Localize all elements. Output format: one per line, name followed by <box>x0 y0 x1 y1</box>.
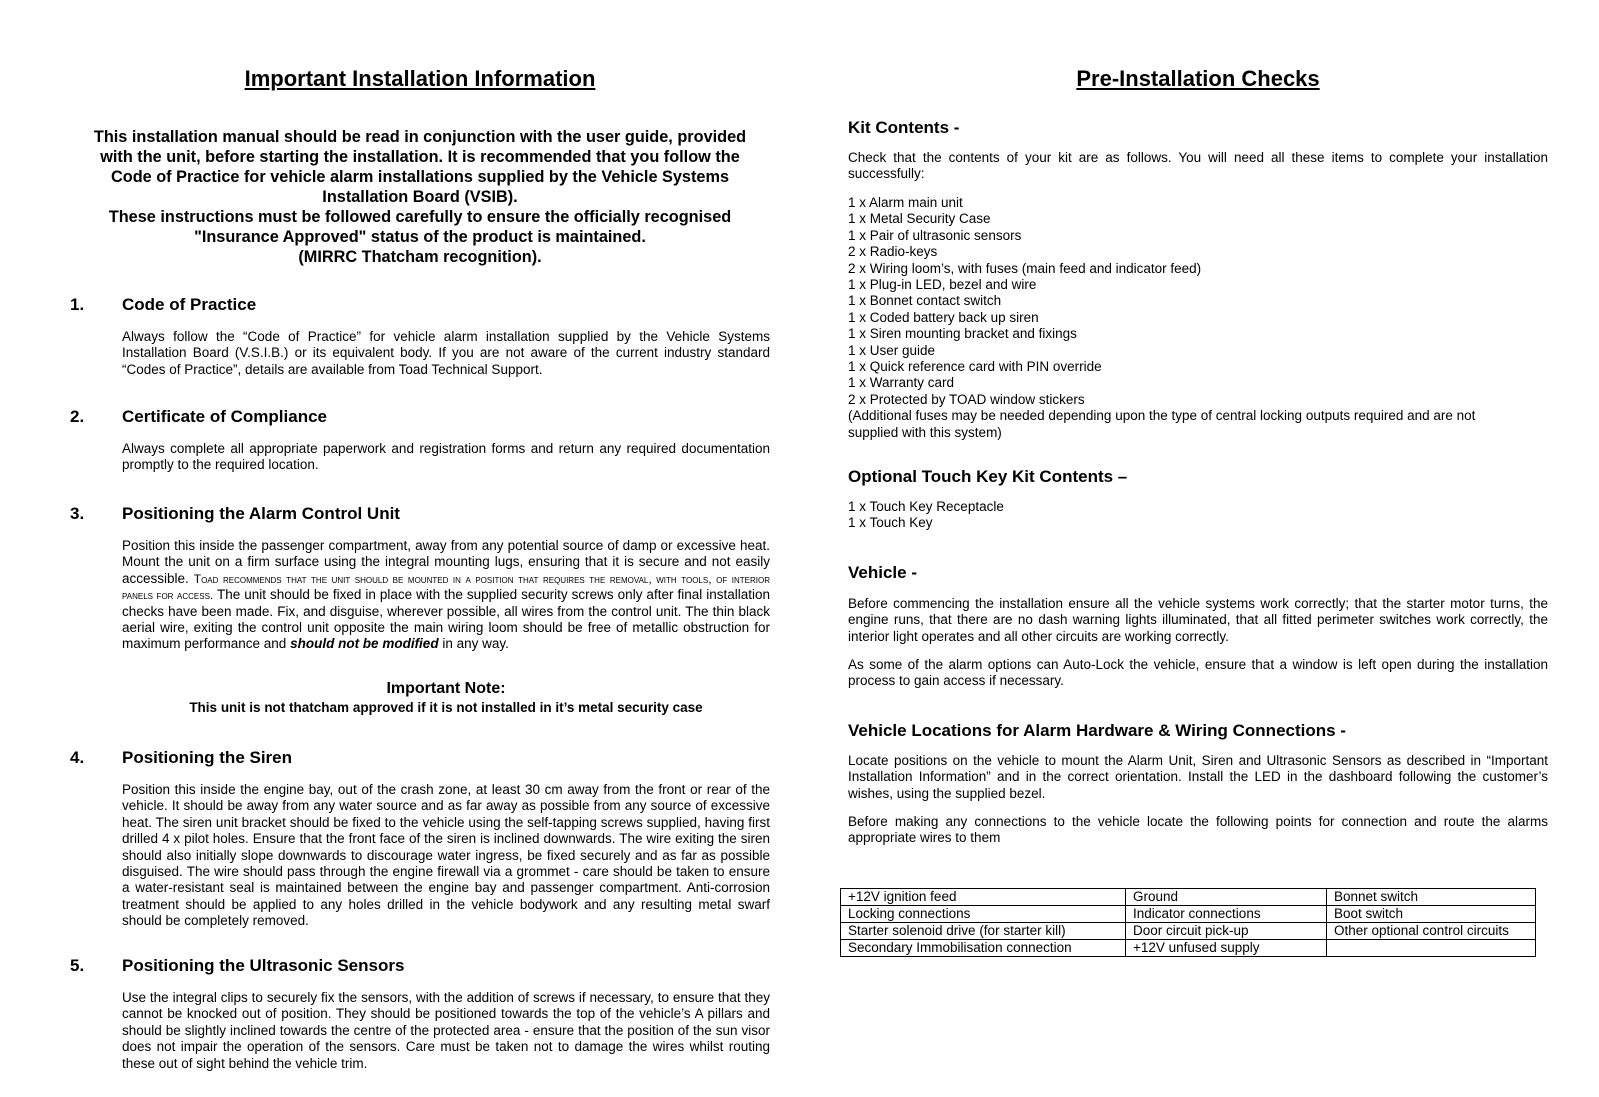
list-item: 1 x Warranty card <box>848 375 955 391</box>
list-item: (Additional fuses may be needed depending upon the type of central locking outputs required and are not <box>848 408 1476 424</box>
locations-heading: Vehicle Locations for Alarm Hardware & Wiring Connections - <box>848 721 1346 740</box>
page-title: Pre-Installation Checks <box>1076 66 1320 91</box>
list-item: 1 x User guide <box>848 342 936 358</box>
table-row <box>841 889 1536 906</box>
table-row <box>841 906 1536 923</box>
section-body: Use the integral clips to securely fix the sensors, with the addition of screws if necessary, to ensure that they cannot be knocked out of position. They should be positioned towards the top of the vehicle’s A pillars and should be slightly inclined towards the centre of the protected area - ensure that the position of the sun visor does not impair the operation of the sensors. Care must be taken not to damage the wires whilst routing these out of sight behind the vehicle trim. <box>122 990 770 1071</box>
intro-line: Installation Board (VSIB). <box>322 188 518 206</box>
list-item: 1 x Touch Key Receptacle <box>848 499 1004 514</box>
table-cell: +12V ignition feed <box>841 889 1126 906</box>
intro-line: "Insurance Approved" status of the product is maintained. <box>194 228 646 246</box>
section-title: Certificate of Compliance <box>122 407 327 426</box>
table-cell: Locking connections <box>841 906 1126 923</box>
list-item: 1 x Plug-in LED, bezel and wire <box>848 277 1037 293</box>
list-item: supplied with this system) <box>848 424 1002 440</box>
list-item: 1 x Touch Key <box>848 515 933 531</box>
table-cell: Ground <box>1126 889 1327 906</box>
list-item: 1 x Quick reference card with PIN override <box>848 359 1102 375</box>
section-number: 2. <box>70 407 85 426</box>
table-cell: Secondary Immobilisation connection <box>841 940 1126 957</box>
body-text: Position this inside the passenger compartment, away from any potential source of damp or excessive heat. Mount the unit on a firm surface using the integral mounting lugs, ensuring that it is secure and not easily accessible. <box>122 538 770 586</box>
table-row <box>841 923 1536 940</box>
intro-notice <box>70 127 770 267</box>
section-title: Positioning the Ultrasonic Sensors <box>122 956 405 975</box>
body-smallcaps-text: Toad recommends that the unit should be mounted in a position that requires the removal, with tools, of interior panels for access. <box>122 571 770 603</box>
table-cell: Other optional control circuits <box>1327 923 1536 940</box>
table-cell: Boot switch <box>1327 906 1536 923</box>
section-body: Position this inside the engine bay, out of the crash zone, at least 30 cm away from the front or rear of the vehicle. It should be away from any water source and as far away as possible from any source of excessive heat. The siren unit bracket should be fixed to the vehicle using the self-tapping screws supplied, having first drilled 4 x pilot holes. Ensure that the front face of the siren is inclined downwards. The wire exiting the siren should also initially slope downwards to discourage water ingress, be fixed securely and as far as possible disguised. The wire should pass through the engine firewall via a grommet - care should be taken to ensure a water-resistant seal is maintained between the engine bay and passenger compartment. Anti-corrosion treatment should be applied to any holes drilled in the vehicle bodywork and any resulting metal swarf should be completely removed. <box>122 782 770 929</box>
important-note-title: Important Note: <box>386 680 506 697</box>
table-cell: Indicator connections <box>1126 906 1327 923</box>
section-body <box>122 538 770 653</box>
kit-contents-list <box>848 195 1528 441</box>
section-title: Positioning the Siren <box>122 748 293 767</box>
list-item: 2 x Radio-keys <box>848 244 938 260</box>
list-item: 1 x Bonnet contact switch <box>848 293 1002 309</box>
list-item: 2 x Wiring loom’s, with fuses (main feed and indicator feed) <box>848 260 1202 276</box>
table-cell: Bonnet switch <box>1327 889 1536 906</box>
kit-contents-intro: Check that the contents of your kit are as follows. You will need all these items to complete your installation successfully: <box>848 150 1548 182</box>
body-text: in any way. <box>438 636 509 652</box>
table-row <box>841 940 1536 957</box>
kit-contents-heading: Kit Contents - <box>848 118 960 137</box>
wiring-connections-table <box>840 888 1536 957</box>
section-number: 3. <box>70 504 85 523</box>
list-item: 1 x Coded battery back up siren <box>848 309 1039 325</box>
list-item: 1 x Pair of ultrasonic sensors <box>848 227 1022 243</box>
list-item: 1 x Alarm main unit <box>848 195 963 210</box>
intro-line: This installation manual should be read in conjunction with the user guide, provided <box>93 128 747 146</box>
table-cell: +12V unfused supply <box>1126 940 1327 957</box>
section-number: 4. <box>70 748 85 767</box>
intro-line: (MIRRC Thatcham recognition). <box>298 248 542 266</box>
section-body: Always complete all appropriate paperwork and registration forms and return any required documentation promptly to the required location. <box>122 441 770 473</box>
table-cell: Door circuit pick-up <box>1126 923 1327 940</box>
touch-key-heading: Optional Touch Key Kit Contents – <box>848 467 1128 486</box>
vehicle-paragraph: As some of the alarm options can Auto-Lock the vehicle, ensure that a window is left open during the installation process to gain access if necessary. <box>848 657 1548 689</box>
intro-line: with the unit, before starting the installation. It is recommended that you follow the <box>100 148 740 166</box>
section-number: 1. <box>70 295 85 314</box>
vehicle-paragraph: Before commencing the installation ensure all the vehicle systems work correctly; that the starter motor turns, the engine runs, that there are no dash warning lights illuminated, that all fitted perimeter switches work correctly, the interior light operates and all other circuits are working correctly. <box>848 596 1548 644</box>
intro-line: These instructions must be followed carefully to ensure the officially recognised <box>108 208 732 226</box>
intro-line: Code of Practice for vehicle alarm installations supplied by the Vehicle Systems <box>111 168 729 186</box>
locations-paragraph: Before making any connections to the vehicle locate the following points for connection and route the alarms appropriate wires to them <box>848 814 1548 846</box>
table-cell <box>1327 940 1536 957</box>
page-title: Important Installation Information <box>244 66 596 91</box>
list-item: 1 x Metal Security Case <box>848 211 991 227</box>
section-title: Positioning the Alarm Control Unit <box>122 504 400 523</box>
important-note-text: This unit is not thatcham approved if it is not installed in it’s metal security case <box>189 700 703 715</box>
body-text: The unit should be fixed in place with the supplied security screws only after final installation checks have been made. Fix, and disguise, wherever possible, all wires from the control unit. The thin black aerial wire, exiting the control unit opposite the main wiring loom should be free of metallic obstruction for maximum performance and <box>122 587 770 652</box>
list-item: 1 x Siren mounting bracket and fixings <box>848 326 1077 342</box>
body-emphasis-text: should not be modified <box>290 636 439 652</box>
locations-paragraph: Locate positions on the vehicle to mount the Alarm Unit, Siren and Ultrasonic Sensors as described in “Important Installation Information” and in the correct orientation. Install the LED in the dashboard following the customer’s wishes, using the supplied bezel. <box>848 753 1548 801</box>
section-number: 5. <box>70 956 85 975</box>
list-item: 2 x Protected by TOAD window stickers <box>848 391 1085 407</box>
touch-key-list <box>848 499 1528 532</box>
vehicle-heading: Vehicle - <box>848 563 917 582</box>
section-body: Always follow the “Code of Practice” for vehicle alarm installation supplied by the Vehicle Systems Installation Board (V.S.I.B.) or its equivalent body. If you are not aware of the current industry standard “Codes of Practice”, details are available from Toad Technical Support. <box>122 329 770 377</box>
section-title: Code of Practice <box>122 295 257 314</box>
table-cell: Starter solenoid drive (for starter kill) <box>841 923 1126 940</box>
